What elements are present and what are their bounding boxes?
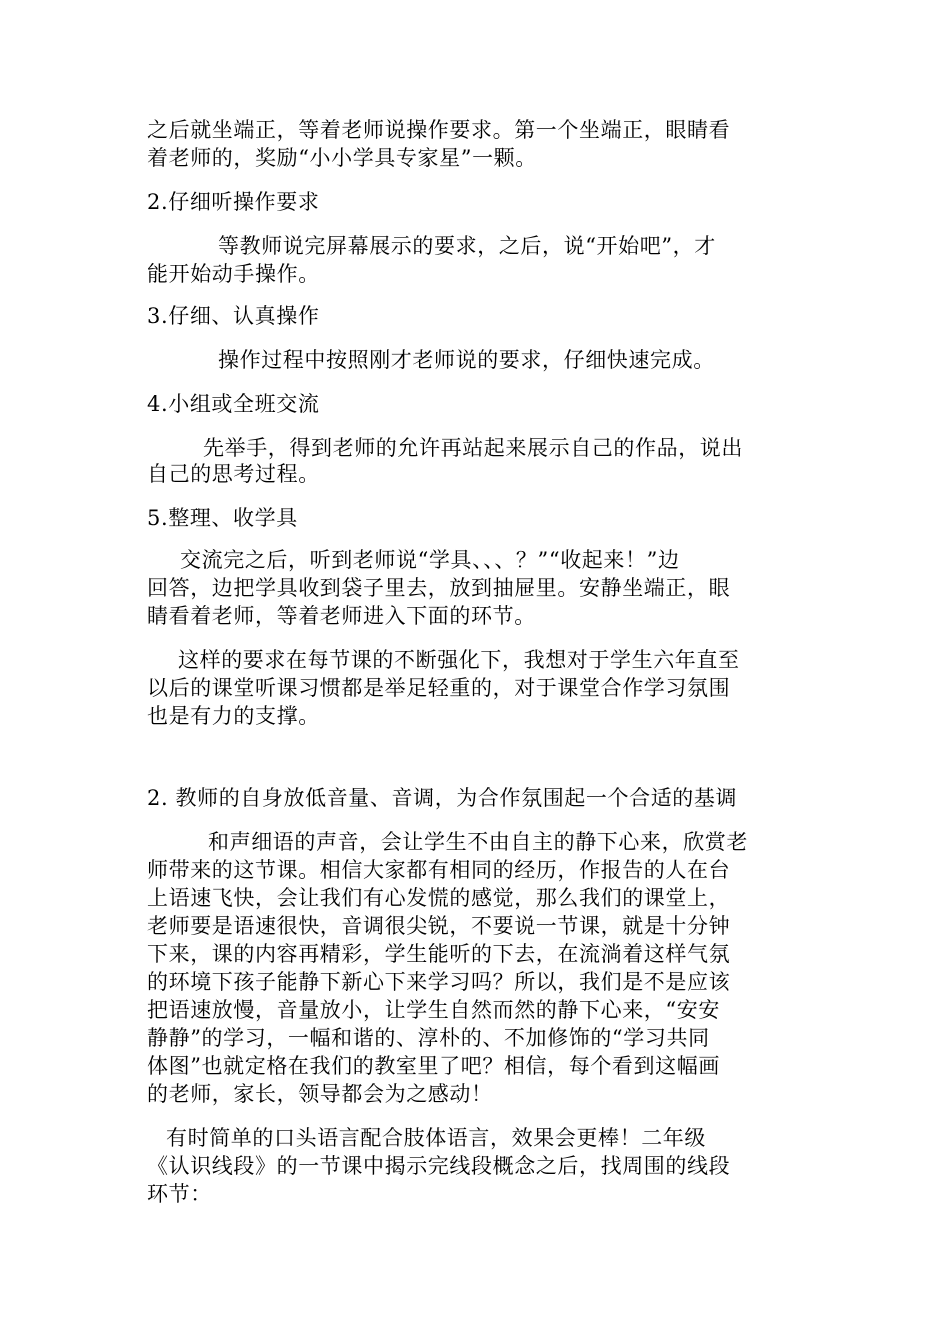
text-line: 老师要是语速很快，音调很尖锐，不要说一节课，就是十分钟 [147,914,731,938]
text-line: 环节： [147,1182,212,1206]
text-line: 下来，课的内容再精彩，学生能听的下去，在流淌着这样气氛 [147,942,731,966]
text-line: 自己的思考过程。 [147,462,320,486]
text-line: 体图”也就定格在我们的教室里了吧？相信，每个看到这幅画 [147,1054,720,1078]
text-line: 也是有力的支撑。 [147,704,320,728]
text-line: 的老师，家长，领导都会为之感动！ [147,1082,493,1106]
section-heading: 4.小组或全班交流 [147,392,320,416]
section-heading: 5.整理、收学具 [147,506,298,530]
text-line: 等教师说完屏幕展示的要求，之后，说“开始吧”，才 [218,234,716,258]
text-line: 上语速飞快，会让我们有心发慌的感觉，那么我们的课堂上， [147,886,731,910]
text-line: 这样的要求在每节课的不断强化下，我想对于学生六年直至 [178,648,740,672]
text-line: 师带来的这节课。相信大家都有相同的经历，作报告的人在台 [147,858,731,882]
section-heading: 2. 教师的自身放低音量、音调，为合作氛围起一个合适的基调 [147,786,738,810]
text-line: 以后的课堂听课习惯都是举足轻重的，对于课堂合作学习氛围 [147,676,731,700]
text-line: 和声细语的声音，会让学生不由自主的静下心来，欣赏老 [208,830,748,854]
text-line: 把语速放慢，音量放小，让学生自然而然的静下心来，“安安 [147,998,720,1022]
text-line: 操作过程中按照刚才老师说的要求，仔细快速完成。 [218,348,715,372]
text-line: 静静”的学习，一幅和谐的、淳朴的、不加修饰的“学习共同 [147,1026,710,1050]
section-heading: 3.仔细、认真操作 [147,304,320,328]
text-line: 回答，边把学具收到袋子里去，放到抽屉里。安静坐端正，眼 [147,576,731,600]
text-line: 能开始动手操作。 [147,262,320,286]
text-line: 交流完之后，听到老师说“学具、、、？”“收起来！”边 [180,548,680,572]
text-line: 《认识线段》的一节课中揭示完线段概念之后，找周围的线段 [147,1154,731,1178]
text-line: 着老师的，奖励“小小学具专家星”一颗。 [147,146,537,170]
text-line: 先举手，得到老师的允许再站起来展示自己的作品，说出 [203,436,743,460]
section-heading: 2.仔细听操作要求 [147,190,320,214]
text-line: 有时简单的口头语言配合肢体语言，效果会更棒！二年级 [166,1126,706,1150]
text-line: 之后就坐端正，等着老师说操作要求。第一个坐端正，眼睛看 [147,118,731,142]
text-line: 睛看着老师，等着老师进入下面的环节。 [147,604,536,628]
text-line: 的环境下孩子能静下新心下来学习吗？所以，我们是不是应该 [147,970,731,994]
